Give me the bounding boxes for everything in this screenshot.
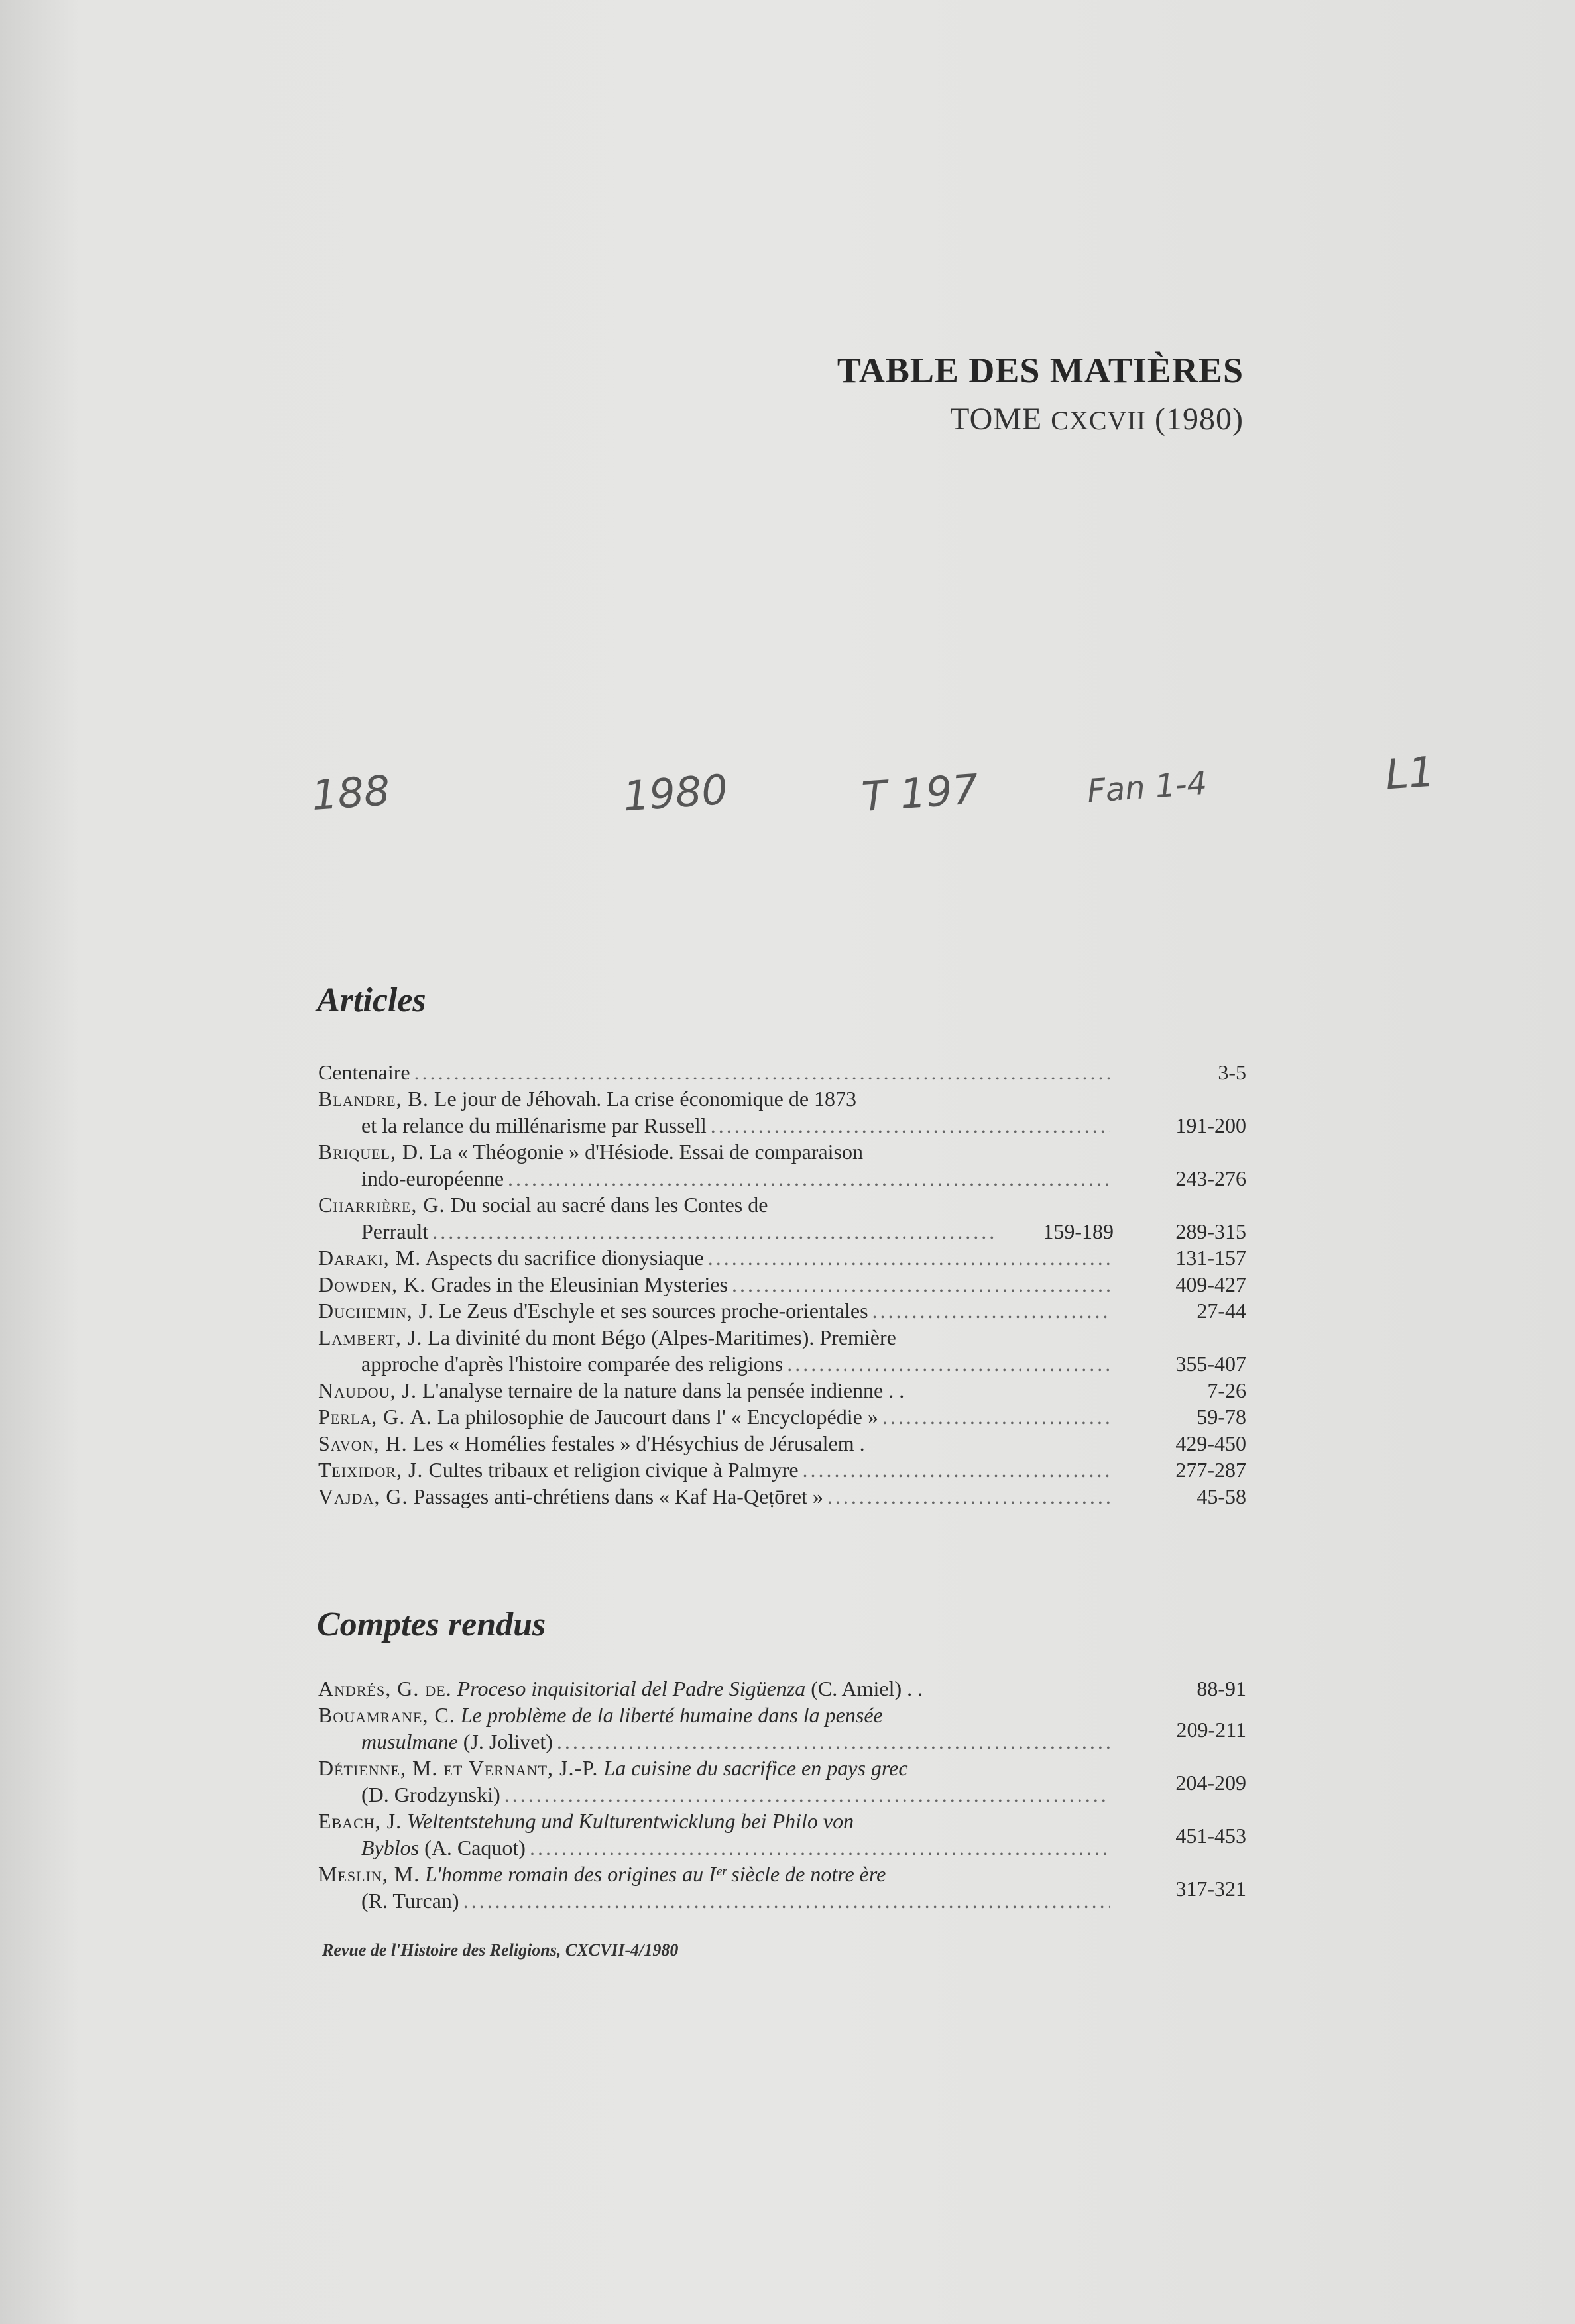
list-item: Perla, G. A. La philosophie de Jaucourt dans l' « Encyclopédie » ..... 59-78 xyxy=(318,1404,1246,1430)
list-item: Charrière, G. Du social au sacré dans les Contes de Perrault ..... 159-189 289-315 xyxy=(318,1191,1246,1245)
handwritten-note-5: L1 xyxy=(1383,747,1436,799)
list-item: Duchemin, J. Le Zeus d'Eschyle et ses sources proche-orientales ..... 27-44 xyxy=(318,1298,1246,1324)
handwritten-note-3: T 197 xyxy=(860,764,980,822)
list-item: Détienne, M. et Vernant, J.-P. La cuisine du sacrifice en pays grec (D. Grodzynski) ..... 204-209 xyxy=(318,1755,1246,1808)
handwritten-note-4: Fan 1-4 xyxy=(1086,764,1208,810)
handwritten-note-1: 188 xyxy=(310,765,392,820)
list-item: Blandre, B. Le jour de Jéhovah. La crise économique de 1873 et la relance du millénarisme par Russell ..... 191-200 xyxy=(318,1085,1246,1138)
list-item: Naudou, J. L'analyse ternaire de la nature dans la pensée indienne . . 7-26 xyxy=(318,1378,1246,1402)
page-title: TABLE DES MATIÈRES xyxy=(837,351,1244,390)
list-item: Vajda, G. Passages anti-chrétiens dans « Kaf Ha-Qeṭōret » ..... 45-58 xyxy=(318,1483,1246,1510)
volume-line xyxy=(950,401,1244,437)
tome-number: CXCVII xyxy=(1051,406,1147,435)
list-item: Bouamrane, C. Le problème de la liberté humaine dans la pensée musulmane (J. Jolivet) ..... 209-211 xyxy=(318,1702,1246,1755)
list-item: Meslin, M. L'homme romain des origines au Iᵉʳ siècle de notre ère (R. Turcan) ..... 317-321 xyxy=(318,1861,1246,1914)
reviews-list xyxy=(318,1675,1246,1914)
list-item: Teixidor, J. Cultes tribaux et religion civique à Palmyre ..... 277-287 xyxy=(318,1457,1246,1483)
comptes-rendus-heading: Comptes rendus xyxy=(317,1606,546,1643)
journal-footer: Revue de l'Histoire des Religions, CXCVII-4/1980 xyxy=(322,1940,679,1960)
list-item: Briquel, D. La « Théogonie » d'Hésiode. Essai de comparaison indo-européenne ..... 243-276 xyxy=(318,1138,1246,1191)
list-item: Savon, H. Les « Homélies festales » d'Hésychius de Jérusalem . 429-450 xyxy=(318,1431,1246,1455)
list-item: Ebach, J. Weltentstehung und Kulturentwicklung bei Philo von Byblos (A. Caquot) ..... 451-453 xyxy=(318,1808,1246,1861)
list-item: Andrés, G. de. Proceso inquisitorial del Padre Sigüenza (C. Amiel) . . 88-91 xyxy=(318,1677,1246,1700)
list-item: Dowden, K. Grades in the Eleusinian Mysteries ..... 409-427 xyxy=(318,1271,1246,1298)
articles-heading: Articles xyxy=(317,981,426,1019)
articles-list xyxy=(318,1059,1246,1510)
handwritten-note-2: 1980 xyxy=(621,765,730,821)
list-item: Centenaire ..... 3-5 xyxy=(318,1059,1246,1085)
list-item: Daraki, M. Aspects du sacrifice dionysiaque ..... 131-157 xyxy=(318,1245,1246,1271)
tome-prefix: TOME xyxy=(950,402,1051,437)
list-item: Lambert, J. La divinité du mont Bégo (Alpes-Maritimes). Première approche d'après l'histoire comparée des religions ..... 355-407 xyxy=(318,1324,1246,1377)
tome-year: (1980) xyxy=(1146,402,1244,437)
